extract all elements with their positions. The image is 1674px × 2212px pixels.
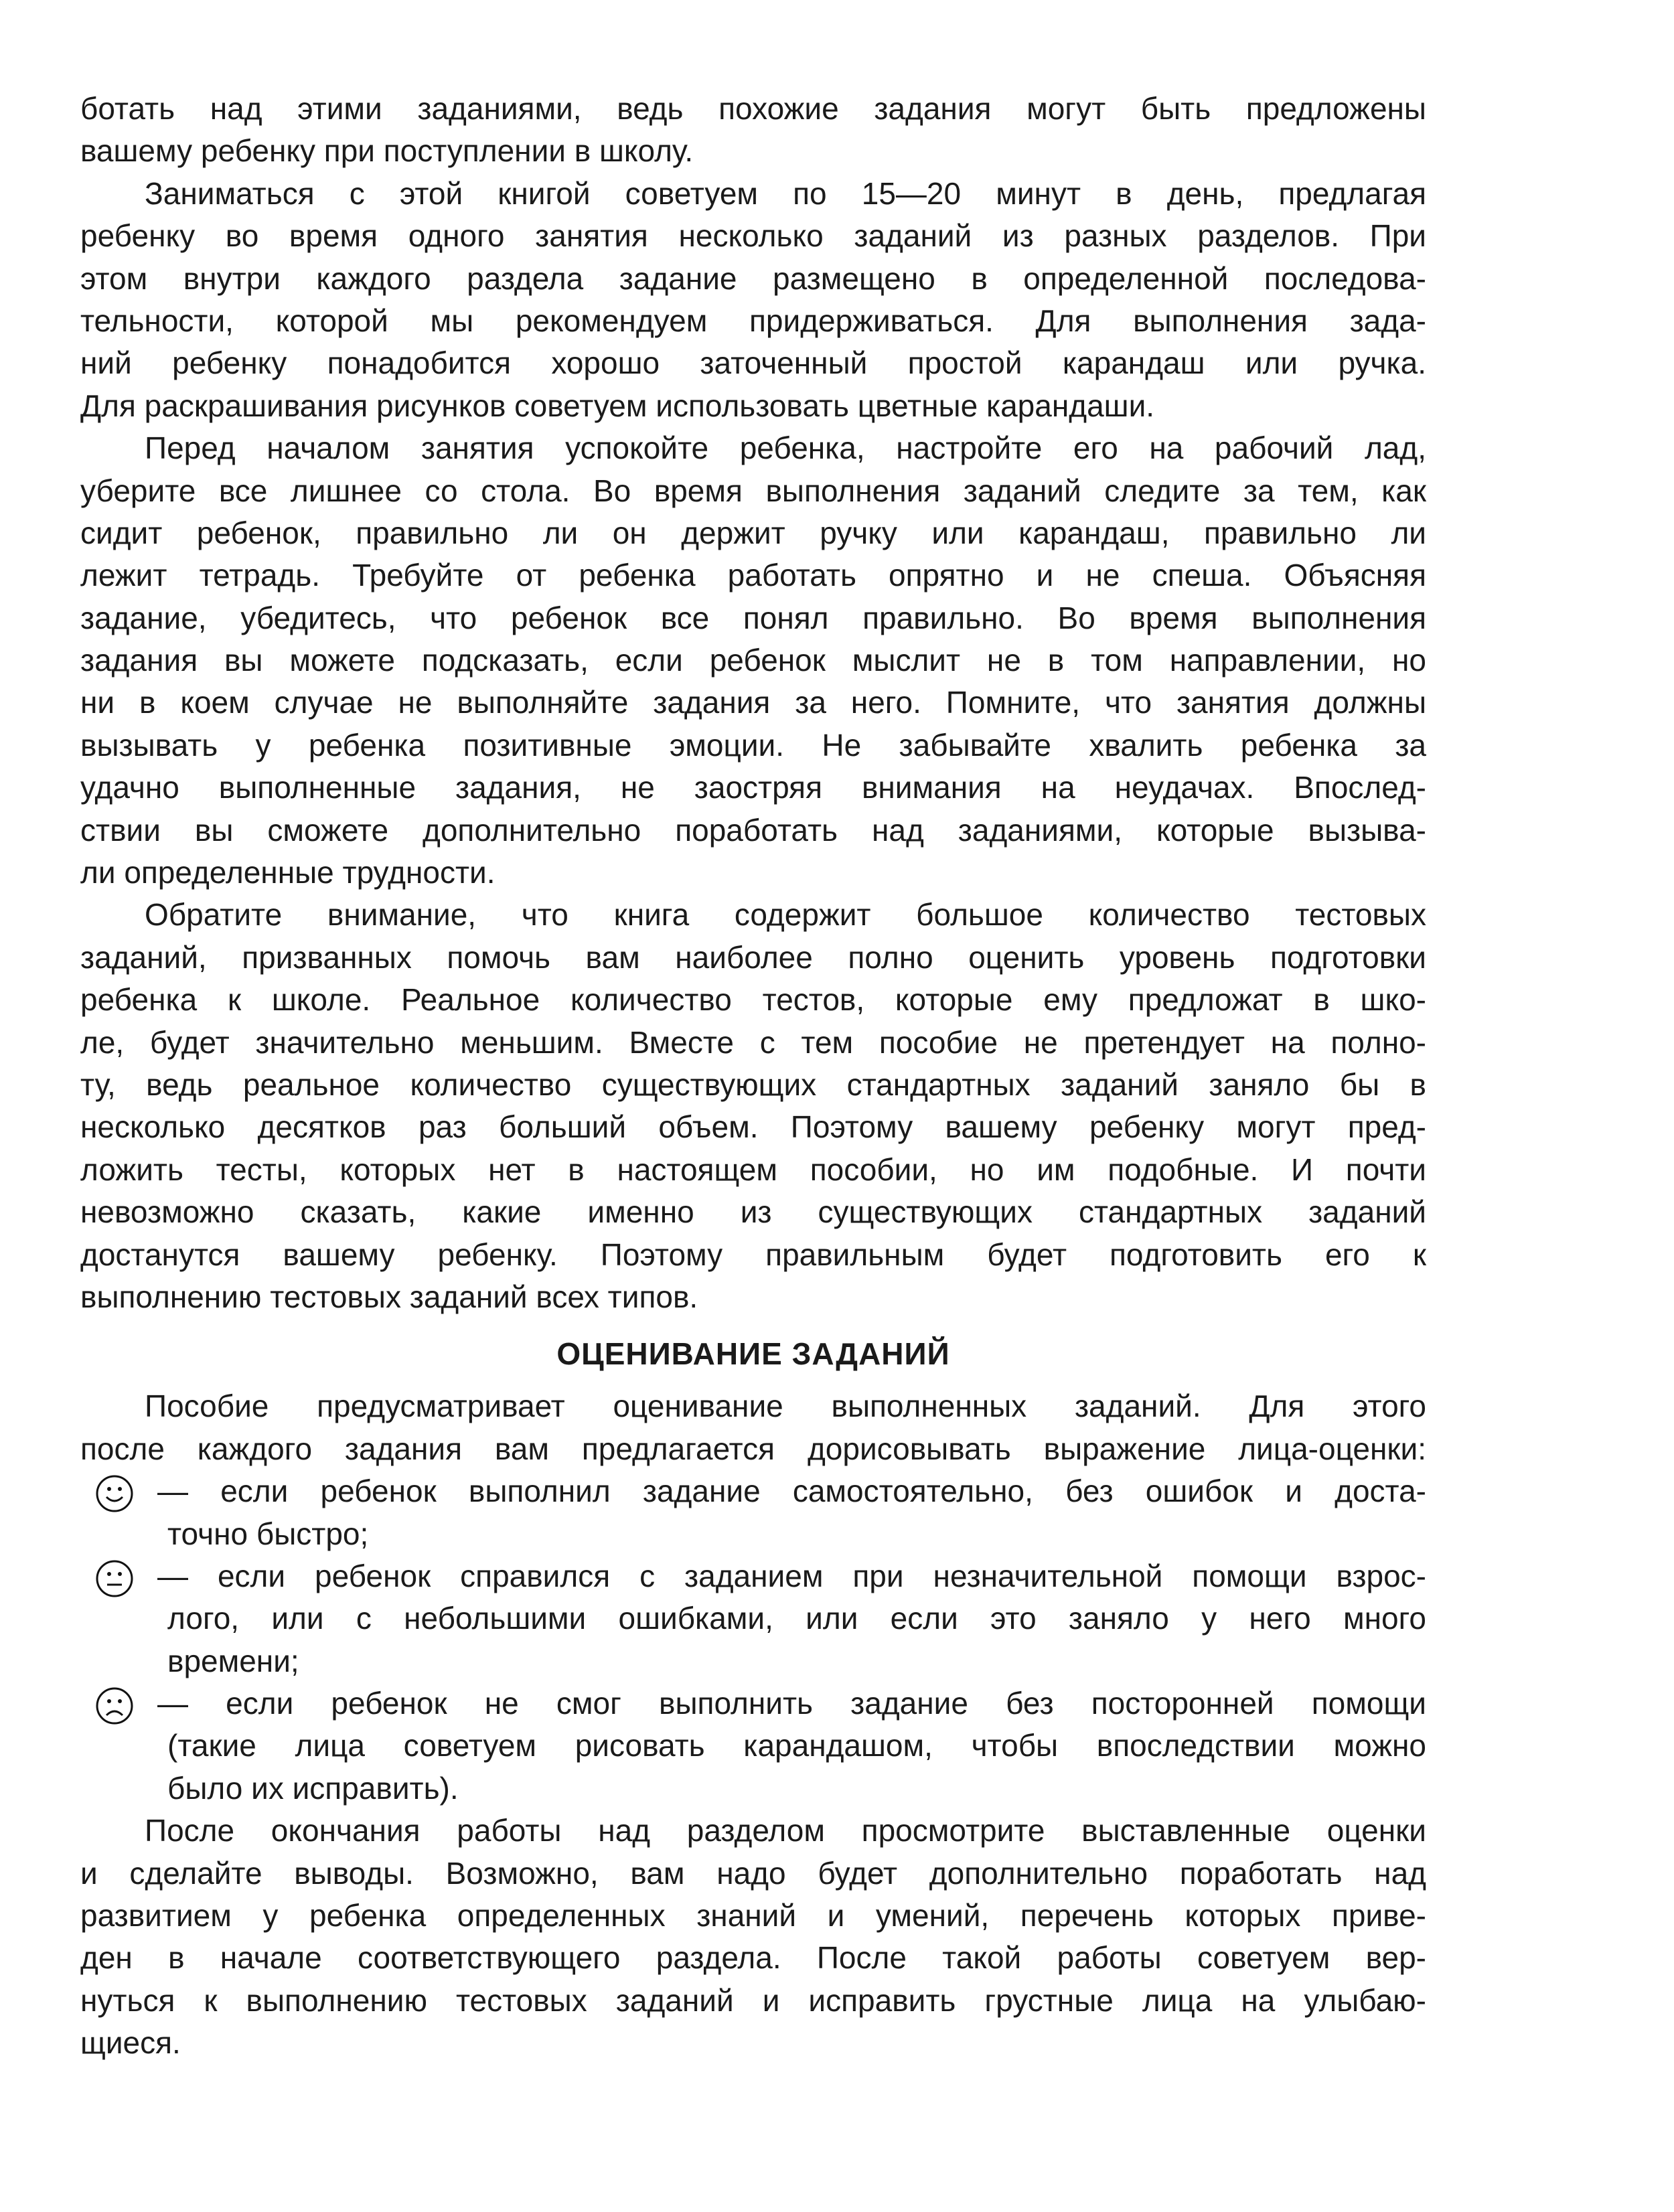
text-line: этом внутри каждого раздела задание размещено в определенной последова- <box>80 260 1426 296</box>
text-line: Обратите внимание, что книга содержит большое количество тестовых <box>145 897 1426 933</box>
rating-item <box>80 1470 1426 1555</box>
paragraph <box>80 894 1426 1318</box>
text-line: удачно выполненные задания, не заостряя внимания на неудачах. Впослед- <box>80 770 1426 805</box>
paragraph <box>80 88 1426 173</box>
rating-item <box>80 1555 1426 1682</box>
text-line: — если ребенок справился с заданием при незначительной помощи взрос- <box>157 1558 1426 1593</box>
text-line: Пособие предусматривает оценивание выполненных заданий. Для этого <box>145 1389 1426 1424</box>
text-line: ребенка к школе. Реальное количество тестов, которые ему предложат в шко- <box>80 982 1426 1018</box>
text-line: щиеся. <box>80 2025 181 2061</box>
text-line: точно быстро; <box>167 1516 369 1551</box>
smiley-sad-icon <box>95 1686 134 1725</box>
text-line: развитием у ребенка определенных знаний и умений, перечень которых приве- <box>80 1898 1426 1933</box>
smiley-neutral-icon <box>95 1559 134 1598</box>
paragraph <box>80 1810 1426 2064</box>
text-line: ребенку во время одного занятия несколько заданий из разных разделов. При <box>80 218 1426 254</box>
text-line: времени; <box>167 1643 299 1678</box>
text-line: достанутся вашему ребенку. Поэтому правильным будет подготовить его к <box>80 1237 1426 1272</box>
text-line: ний ребенку понадобится хорошо заточенный простой карандаш или ручка. <box>80 345 1426 381</box>
paragraph <box>80 173 1426 427</box>
text-line: уберите все лишнее со стола. Во время выполнения заданий следите за тем, как <box>80 473 1426 508</box>
text-line: выполнению тестовых заданий всех типов. <box>80 1279 698 1314</box>
text-line: Перед началом занятия успокойте ребенка, настройте его на рабочий лад, <box>145 430 1426 466</box>
text-line: ни в коем случае не выполняйте задания за него. Помните, что занятия должны <box>80 685 1426 720</box>
text-line: Заниматься с этой книгой советуем по 15—20 минут в день, предлагая <box>145 175 1426 211</box>
text-line: задание, убедитесь, что ребенок все понял правильно. Во время выполнения <box>80 600 1426 635</box>
text-line: вызывать у ребенка позитивные эмоции. Не забывайте хвалить ребенка за <box>80 727 1426 763</box>
text-line: (такие лица советуем рисовать карандашом, чтобы впоследствии можно <box>167 1728 1426 1763</box>
text-line: несколько десятков раз больший объем. Поэтому вашему ребенку могут пред- <box>80 1109 1426 1145</box>
text-line: лежит тетрадь. Требуйте от ребенка работать опрятно и не спеша. Объясняя <box>80 558 1426 593</box>
text-line: сидит ребенок, правильно ли он держит ручку или карандаш, правильно ли <box>80 515 1426 550</box>
rating-item <box>80 1682 1426 1810</box>
text-line: — если ребенок выполнил задание самостоятельно, без ошибок и доста- <box>157 1474 1426 1509</box>
text-line: заданий, призванных помочь вам наиболее полно оценить уровень подготовки <box>80 939 1426 975</box>
paragraph <box>80 1385 1426 1470</box>
text-line: — если ребенок не смог выполнить задание без посторонней помощи <box>157 1686 1426 1721</box>
text-line: после каждого задания вам предлагается дорисовывать выражение лица-оценки: <box>80 1431 1426 1466</box>
text-line: лого, или с небольшими ошибками, или если это заняло у него много <box>167 1601 1426 1636</box>
text-line: задания вы можете подсказать, если ребенок мыслит не в том направлении, но <box>80 643 1426 678</box>
text-line: тельности, которой мы рекомендуем придерживаться. Для выполнения зада- <box>80 303 1426 338</box>
text-line: Для раскрашивания рисунков советуем использовать цветные карандаши. <box>80 388 1155 423</box>
text-line: вашему ребенку при поступлении в школу. <box>80 133 694 169</box>
text-line: ту, ведь реальное количество существующих стандартных заданий заняло бы в <box>80 1066 1426 1102</box>
text-line: и сделайте выводы. Возможно, вам надо будет дополнительно поработать над <box>80 1855 1426 1891</box>
text-line: ложить тесты, которых нет в настоящем пособии, но им подобные. И почти <box>80 1152 1426 1187</box>
text-line: ботать над этими заданиями, ведь похожие задания могут быть предложены <box>80 91 1426 126</box>
text-line: ли определенные трудности. <box>80 855 496 890</box>
section-heading: ОЦЕНИВАНИЕ ЗАДАНИЙ <box>556 1336 950 1372</box>
text-line: ден в начале соответствующего раздела. После такой работы советуем вер- <box>80 1940 1426 1976</box>
text-line: ствии вы сможете дополнительно поработать над заданиями, которые вызыва- <box>80 812 1426 848</box>
text-line: невозможно сказать, какие именно из существующих стандартных заданий <box>80 1194 1426 1230</box>
text-line: было их исправить). <box>167 1770 459 1806</box>
text-line: ле, будет значительно меньшим. Вместе с тем пособие не претендует на полно- <box>80 1024 1426 1060</box>
document-page <box>80 88 1426 2065</box>
smiley-happy-icon <box>95 1474 134 1513</box>
paragraph <box>80 427 1426 894</box>
text-line: нуться к выполнению тестовых заданий и исправить грустные лица на улыбаю- <box>80 1982 1426 2018</box>
text-line: После окончания работы над разделом просмотрите выставленные оценки <box>145 1813 1426 1848</box>
